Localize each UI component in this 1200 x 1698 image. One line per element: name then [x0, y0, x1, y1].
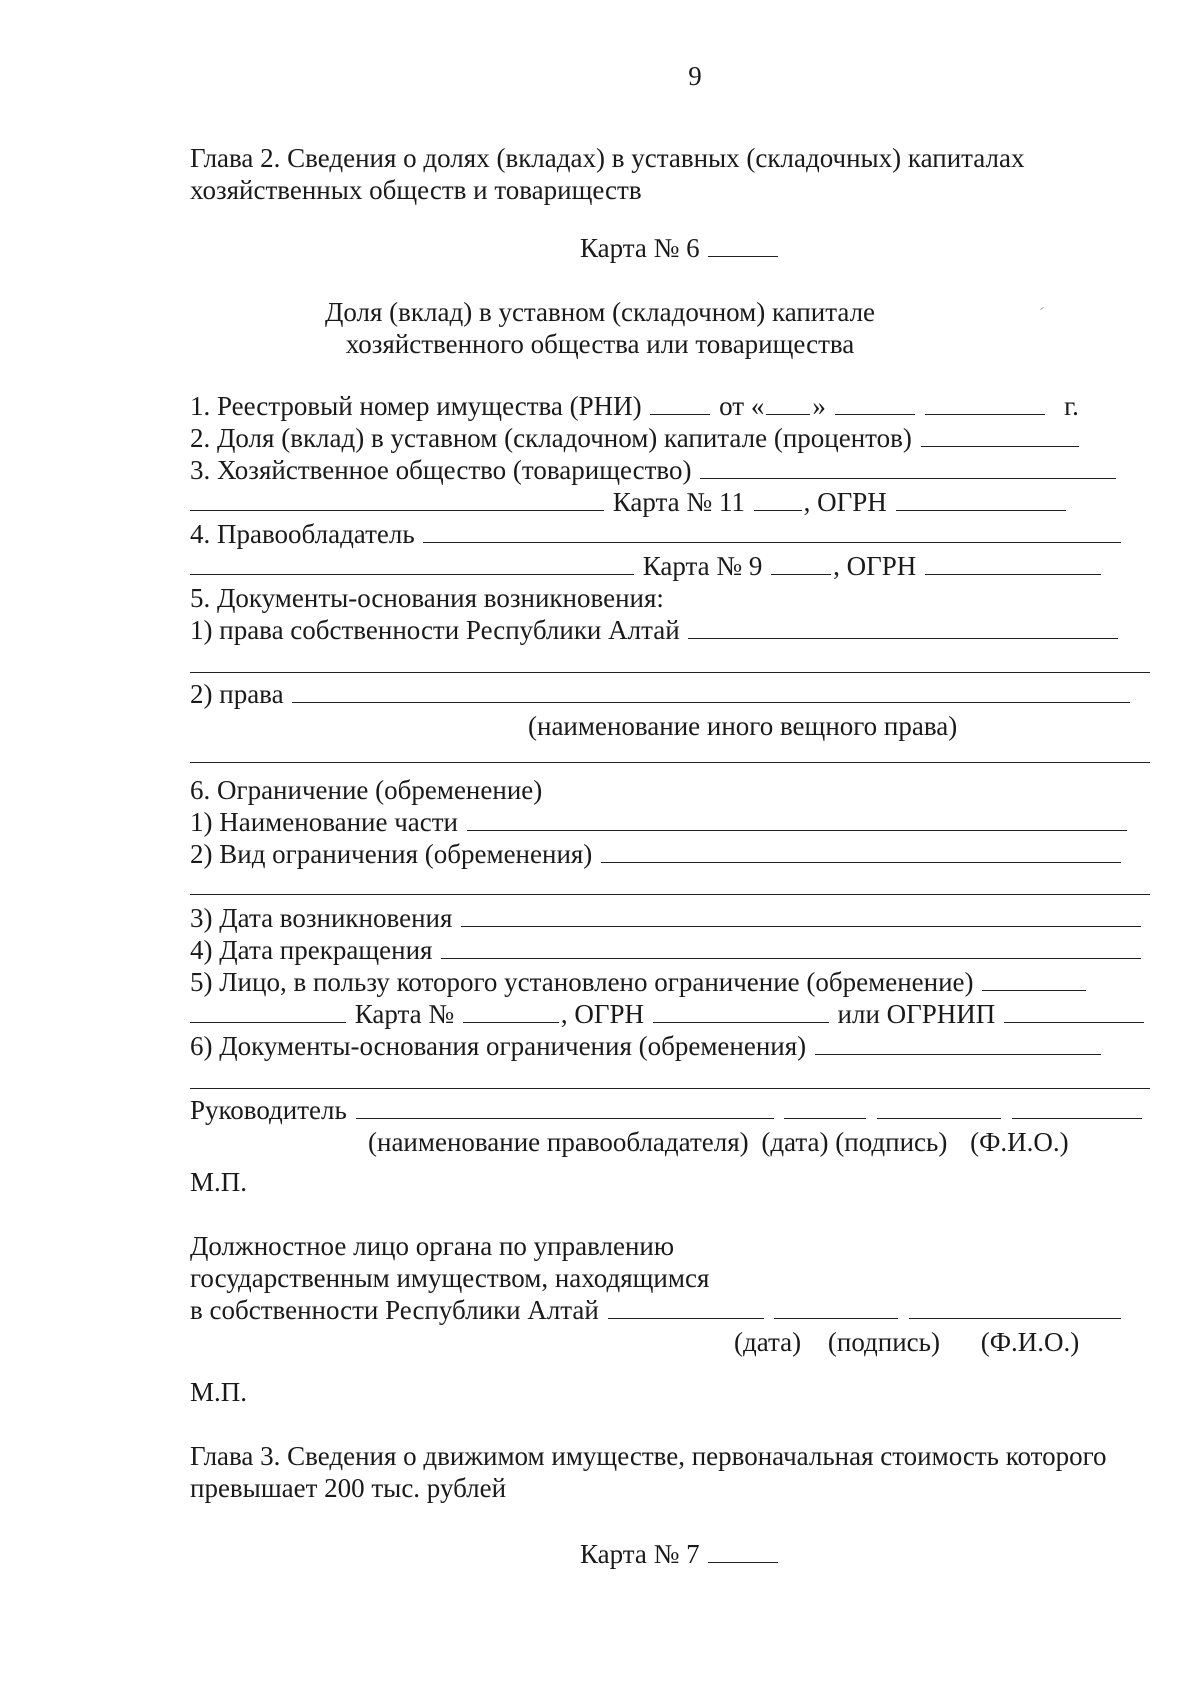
- field-6-5-person-blank[interactable]: [190, 998, 346, 1023]
- field-5-1-row: [190, 614, 1120, 646]
- field-6-4-blank[interactable]: [441, 934, 1141, 959]
- signature2-sign-blank[interactable]: [774, 1294, 898, 1319]
- signature1-row: [190, 1094, 1144, 1126]
- field-1-from-label: от «: [719, 391, 765, 421]
- field-1-rni-blank[interactable]: [650, 390, 710, 415]
- field-6-5-label: 5) Лицо, в пользу которого установлено ограничение (обременение): [190, 967, 974, 997]
- card7-label-text: Карта № 7: [580, 1539, 700, 1569]
- field-6-6-row: [190, 1030, 1103, 1062]
- field-6-2-row: [190, 838, 1123, 870]
- signature1-fio-blank[interactable]: [1012, 1094, 1142, 1119]
- chapter2-title-text: Глава 2. Сведения о долях (вкладах) в уставных (складочных) капиталах: [190, 143, 1025, 173]
- field-6-6-label: 6) Документы-основания ограничения (обременения): [190, 1031, 807, 1061]
- field-6-label: 6. Ограничение (обременение): [190, 775, 543, 805]
- field-6-5-row2: [190, 998, 1146, 1030]
- field-5-2-blank-2[interactable]: [190, 762, 1150, 763]
- field-3-label: 3. Хозяйственное общество (товарищество): [190, 455, 692, 485]
- signature2-cap-fio: (Ф.И.О.): [980, 1327, 1080, 1357]
- field-5-label: 5. Документы-основания возникновения:: [190, 583, 664, 613]
- field-4-row2: [190, 550, 1103, 582]
- field-6-3-label: 3) Дата возникновения: [190, 903, 453, 933]
- field-5-2-blank[interactable]: [292, 678, 1130, 703]
- field-2-label: 2. Доля (вклад) в уставном (складочном) капитале (процентов): [190, 423, 912, 453]
- chapter2-title-line2: хозяйственных обществ и товариществ: [190, 175, 642, 205]
- field-6-6-blank-2[interactable]: [190, 1088, 1150, 1089]
- field-6-1-label: 1) Наименование части: [190, 807, 458, 837]
- field-4-row: [190, 518, 1123, 550]
- card6-heading-line2: хозяйственного общества или товарищества: [345, 329, 855, 359]
- signature1-sign-blank[interactable]: [877, 1094, 1001, 1119]
- field-5-2-caption: (наименование иного вещного права): [528, 711, 958, 741]
- field-3-ogrn-label: , ОГРН: [803, 487, 887, 517]
- field-6-5-ogrnip-blank[interactable]: [1004, 998, 1144, 1023]
- field-6-4-label: 4) Дата прекращения: [190, 935, 433, 965]
- page-number: 9: [688, 61, 702, 91]
- signature1-mp: М.П.: [190, 1167, 248, 1197]
- field-4-ogrn-blank[interactable]: [925, 550, 1101, 575]
- signature1-cap-fio: (Ф.И.О.): [970, 1127, 1069, 1157]
- field-6-2-blank[interactable]: [601, 838, 1121, 863]
- field-6-5-ogrn-label: , ОГРН: [560, 999, 645, 1029]
- card7-number-blank[interactable]: [708, 1538, 778, 1563]
- field-6-5-card-blank[interactable]: [463, 998, 559, 1023]
- field-3-company-blank-2[interactable]: [190, 486, 604, 511]
- field-4-holder-blank-2[interactable]: [190, 550, 634, 575]
- field-6-4-row: [190, 934, 1143, 966]
- signature2-captions: [734, 1326, 1079, 1358]
- field-1-row: [190, 390, 1079, 422]
- card6-label-text: Карта № 6: [580, 233, 700, 263]
- signature2-line2: государственным имуществом, находящимся: [190, 1263, 710, 1293]
- field-6-1-blank[interactable]: [467, 806, 1127, 831]
- signature2-line3: в собственности Республики Алтай: [190, 1295, 599, 1325]
- field-5-1-blank[interactable]: [688, 614, 1118, 639]
- field-3-row2: [190, 486, 1068, 518]
- chapter3-title-line1: Глава 3. Сведения о движимом имуществе, первоначальная стоимость которого: [190, 1441, 1107, 1471]
- field-3-ogrn-blank[interactable]: [896, 486, 1066, 511]
- signature2-mp: М.П.: [190, 1377, 248, 1407]
- signature1-cap-sign: (подпись): [835, 1127, 948, 1157]
- field-4-label: 4. Правообладатель: [190, 519, 415, 549]
- field-1-year-blank[interactable]: [925, 390, 1045, 415]
- field-5-1-blank-2[interactable]: [190, 672, 1150, 673]
- field-3-company-blank[interactable]: [700, 454, 1116, 479]
- field-6-1-row: [190, 806, 1129, 838]
- field-6-6-blank[interactable]: [815, 1030, 1101, 1055]
- field-2-row: [190, 422, 1081, 454]
- chapter2-title-line1: [190, 142, 1140, 174]
- field-6-2-label: 2) Вид ограничения (обременения): [190, 839, 593, 869]
- field-4-ogrn-label: , ОГРН: [833, 551, 917, 581]
- field-5-2-label: 2) права: [190, 679, 284, 709]
- chapter3-title-line2: превышает 200 тыс. рублей: [190, 1473, 507, 1503]
- card6-heading-line1: Доля (вклад) в уставном (складочном) капитале: [324, 297, 876, 327]
- signature1-cap-holder: (наименование правообладателя): [368, 1127, 749, 1157]
- field-3-card-blank[interactable]: [754, 486, 802, 511]
- signature2-date-blank[interactable]: [608, 1294, 764, 1319]
- field-4-holder-blank[interactable]: [423, 518, 1121, 543]
- signature1-date-blank[interactable]: [784, 1094, 866, 1119]
- field-4-card-label: Карта № 9: [642, 551, 763, 581]
- field-6-5-ogrn-blank[interactable]: [653, 998, 829, 1023]
- signature1-captions: [368, 1126, 1069, 1158]
- field-5-2-row: [190, 678, 1132, 710]
- field-6-3-row: [190, 902, 1143, 934]
- field-5-1-label: 1) права собственности Республики Алтай: [190, 615, 680, 645]
- field-3-card-label: Карта № 11: [612, 487, 745, 517]
- field-4-card-blank[interactable]: [771, 550, 831, 575]
- field-1-label: 1. Реестровый номер имущества (РНИ): [190, 391, 642, 421]
- field-6-3-blank[interactable]: [461, 902, 1141, 927]
- field-1-day-blank[interactable]: [766, 390, 810, 415]
- card6-label: [580, 232, 780, 264]
- signature1-holder-blank[interactable]: [356, 1094, 774, 1119]
- signature1-cap-date: (дата): [761, 1127, 829, 1157]
- field-1-year-suffix: г.: [1064, 391, 1079, 421]
- signature2-fio-blank[interactable]: [909, 1294, 1121, 1319]
- field-1-quote-close: »: [812, 391, 826, 421]
- field-3-row: [190, 454, 1118, 486]
- signature2-line1: Должностное лицо органа по управлению: [190, 1231, 675, 1261]
- field-6-5-blank[interactable]: [982, 966, 1086, 991]
- card6-number-blank[interactable]: [708, 232, 778, 257]
- card7-label: [580, 1538, 780, 1570]
- field-2-percent-blank[interactable]: [921, 422, 1079, 447]
- field-6-5-card-label: Карта №: [354, 999, 455, 1029]
- field-1-month-blank[interactable]: [835, 390, 915, 415]
- signature2-cap-date: (дата): [734, 1327, 802, 1357]
- field-6-5-ogrnip-label: или ОГРНИП: [837, 999, 996, 1029]
- signature2-cap-sign: (подпись): [827, 1327, 940, 1357]
- signature2-line3-row: [190, 1294, 1123, 1326]
- signature1-label: Руководитель: [190, 1095, 347, 1125]
- field-6-5-row: [190, 966, 1088, 998]
- field-6-2-blank-2[interactable]: [190, 894, 1150, 895]
